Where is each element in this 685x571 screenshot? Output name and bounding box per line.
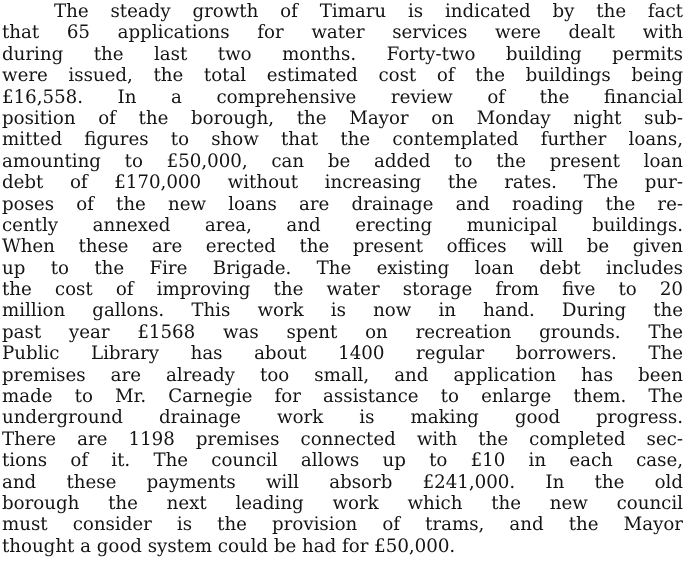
- article-line: past year £1568 was spent on recreation grounds. The: [2, 321, 683, 343]
- article-line: were issued, the total estimated cost of the buildings being: [2, 65, 683, 87]
- article-line: Public Library has about 1400 regular borrowers. The: [2, 343, 683, 365]
- article-line: borough the next leading work which the new council: [2, 492, 683, 514]
- article-line: mitted figures to show that the contemplated further loans,: [2, 129, 683, 151]
- article-line: The steady growth of Timaru is indicated by the fact: [54, 1, 683, 22]
- article-line: cently annexed area, and erecting municipal buildings.: [2, 214, 683, 236]
- article-line: must consider is the provision of trams, and the Mayor: [2, 514, 683, 536]
- article-line: thought a good system could be had for £50,000.: [2, 535, 456, 557]
- article-line: million gallons. This work is now in hand. During the: [2, 300, 683, 322]
- article-line: made to Mr. Carnegie for assistance to enlarge them. The: [2, 386, 683, 408]
- article-line: during the last two months. Forty-two building permits: [2, 43, 683, 65]
- article-line: tions of it. The council allows up to £10 in each case,: [2, 450, 683, 472]
- article-line: premises are already too small, and application has been: [2, 364, 683, 386]
- article-line: underground drainage work is making good progress.: [2, 407, 683, 429]
- article-line: up to the Fire Brigade. The existing loan debt includes: [2, 257, 683, 279]
- article-line: that 65 applications for water services were dealt with: [2, 22, 683, 44]
- article-line: poses of the new loans are drainage and roading the re-: [2, 193, 683, 215]
- article-column: [2, 1, 683, 557]
- article-line: the cost of improving the water storage from five to 20: [2, 279, 683, 301]
- article-line: When these are erected the present offices will be given: [2, 236, 683, 258]
- article-line: There are 1198 premises connected with the completed sec-: [2, 428, 683, 450]
- article-line: £16,558. In a comprehensive review of the financial: [2, 86, 683, 108]
- article-line: amounting to £50,000, can be added to the present loan: [2, 150, 683, 172]
- article-line: debt of £170,000 without increasing the rates. The pur-: [2, 172, 683, 194]
- article-line: and these payments will absorb £241,000. In the old: [2, 471, 683, 493]
- article-line: position of the borough, the Mayor on Monday night sub-: [2, 107, 683, 129]
